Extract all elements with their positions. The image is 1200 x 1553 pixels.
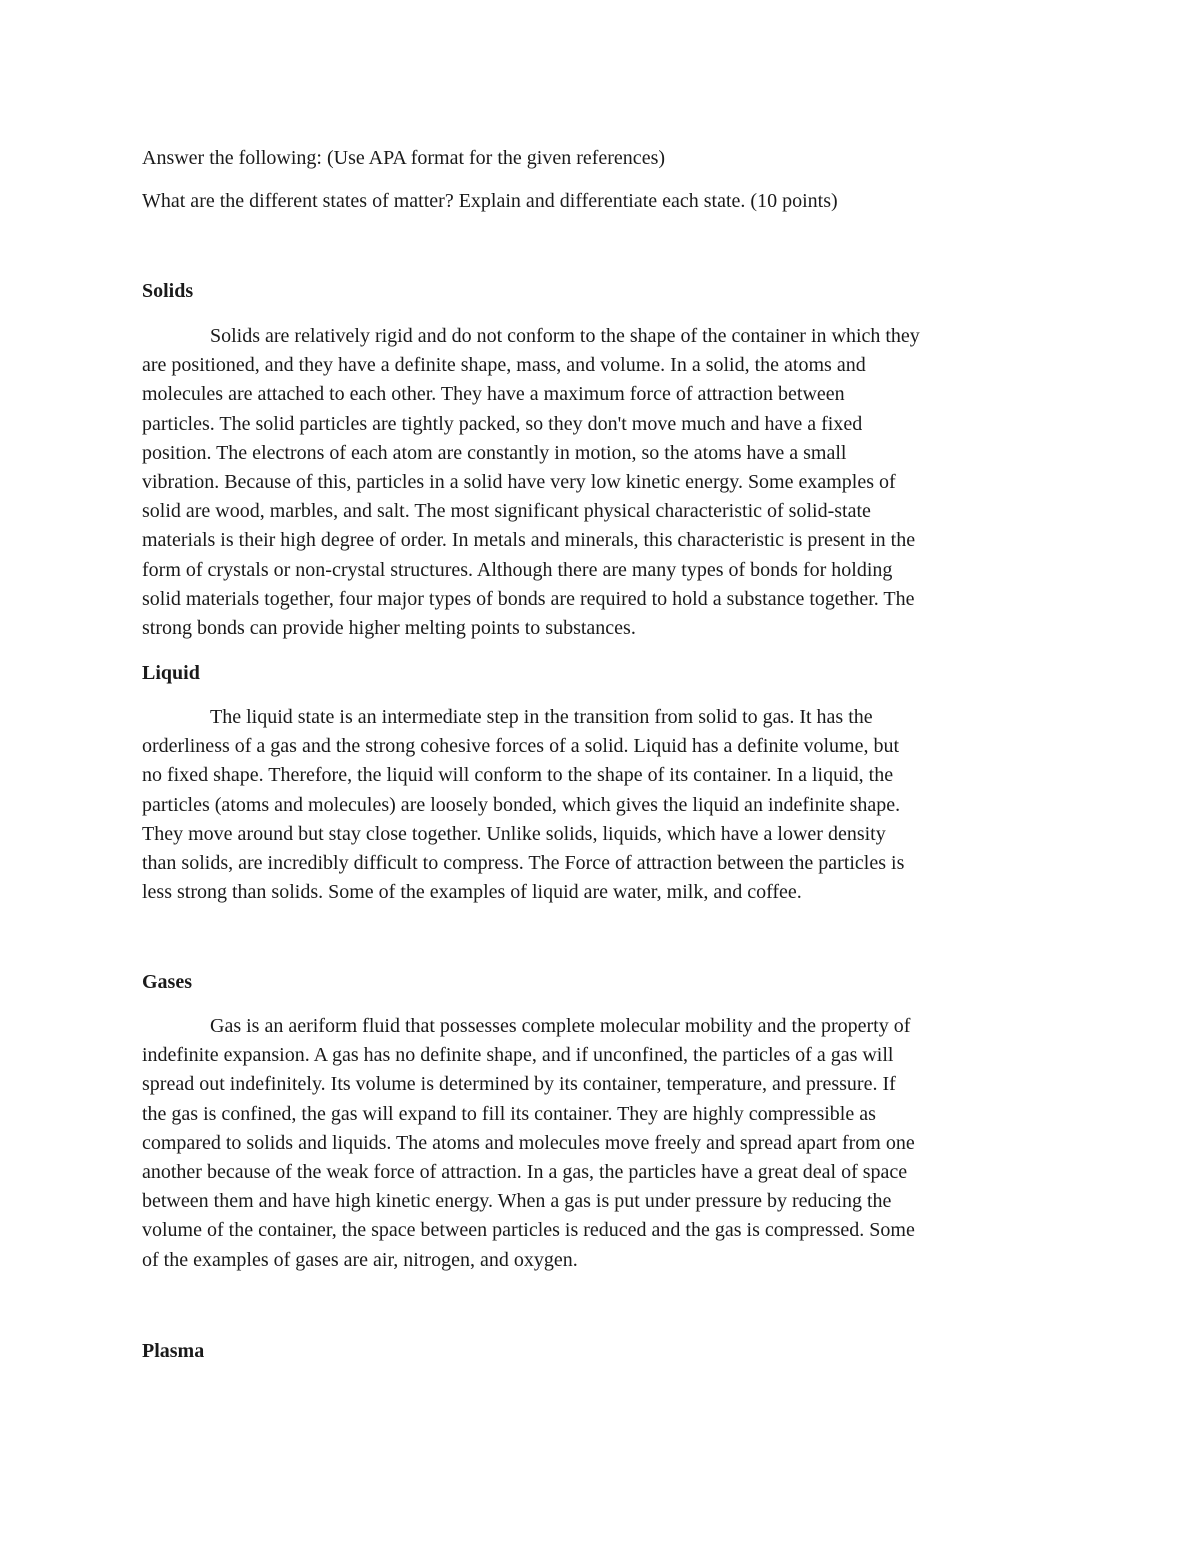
- text-line: of the examples of gases are air, nitrogen, and oxygen.: [142, 1248, 578, 1271]
- instruction-line: Answer the following: (Use APA format for the given references): [142, 147, 666, 169]
- text-line: less strong than solids. Some of the examples of liquid are water, milk, and coffee.: [142, 881, 802, 904]
- paragraph-liquid: [142, 703, 1062, 907]
- text-line: particles (atoms and molecules) are loosely bonded, which gives the liquid an indefinite shape.: [142, 793, 901, 816]
- text-line: Solids are relatively rigid and do not conform to the shape of the container in which they: [210, 325, 920, 347]
- text-line: are positioned, and they have a definite shape, mass, and volume. In a solid, the atoms and: [142, 354, 866, 377]
- text-line: strong bonds can provide higher melting points to substances.: [142, 616, 636, 639]
- paragraph-solids: [142, 322, 1062, 643]
- text-line: indefinite expansion. A gas has no definite shape, and if unconfined, the particles of a gas will: [142, 1044, 894, 1067]
- text-line: volume of the container, the space between particles is reduced and the gas is compressed. Some: [142, 1219, 915, 1242]
- text-line: vibration. Because of this, particles in a solid have very low kinetic energy. Some examples of: [142, 470, 896, 493]
- section-heading-gases: Gases: [142, 971, 192, 993]
- text-line: molecules are attached to each other. They have a maximum force of attraction between: [142, 383, 845, 406]
- text-line: They move around but stay close together. Unlike solids, liquids, which have a lower density: [142, 822, 886, 845]
- text-line: between them and have high kinetic energy. When a gas is put under pressure by reducing the: [142, 1190, 892, 1213]
- text-line: position. The electrons of each atom are constantly in motion, so the atoms have a small: [142, 441, 847, 464]
- text-line: Gas is an aeriform fluid that possesses complete molecular mobility and the property of: [210, 1015, 911, 1037]
- paragraph-gases: [142, 1012, 1062, 1275]
- text-line: spread out indefinitely. Its volume is determined by its container, temperature, and pressure. If: [142, 1073, 896, 1096]
- text-line: another because of the weak force of attraction. In a gas, the particles have a great deal of space: [142, 1160, 908, 1183]
- text-line: form of crystals or non-crystal structures. Although there are many types of bonds for holding: [142, 558, 893, 581]
- text-line: The liquid state is an intermediate step in the transition from solid to gas. It has the: [210, 706, 873, 728]
- text-line: materials is their high degree of order. In metals and minerals, this characteristic is present in the: [142, 529, 916, 552]
- text-line: the gas is confined, the gas will expand to fill its container. They are highly compressible as: [142, 1102, 876, 1125]
- text-line: particles. The solid particles are tightly packed, so they don't move much and have a fixed: [142, 412, 863, 435]
- text-line: than solids, are incredibly difficult to compress. The Force of attraction between the particles is: [142, 851, 905, 874]
- text-line: no fixed shape. Therefore, the liquid will conform to the shape of its container. In a liquid, the: [142, 764, 894, 787]
- text-line: compared to solids and liquids. The atoms and molecules move freely and spread apart from one: [142, 1131, 915, 1154]
- text-line: solid materials together, four major types of bonds are required to hold a substance together. The: [142, 587, 915, 610]
- text-line: solid are wood, marbles, and salt. The most significant physical characteristic of solid-state: [142, 500, 871, 523]
- section-heading-plasma: Plasma: [142, 1340, 205, 1362]
- text-line: orderliness of a gas and the strong cohesive forces of a solid. Liquid has a definite volume, but: [142, 735, 900, 758]
- section-heading-solids: Solids: [142, 280, 194, 302]
- section-heading-liquid: Liquid: [142, 662, 200, 684]
- question-line: What are the different states of matter? Explain and differentiate each state. (10 points): [142, 190, 838, 212]
